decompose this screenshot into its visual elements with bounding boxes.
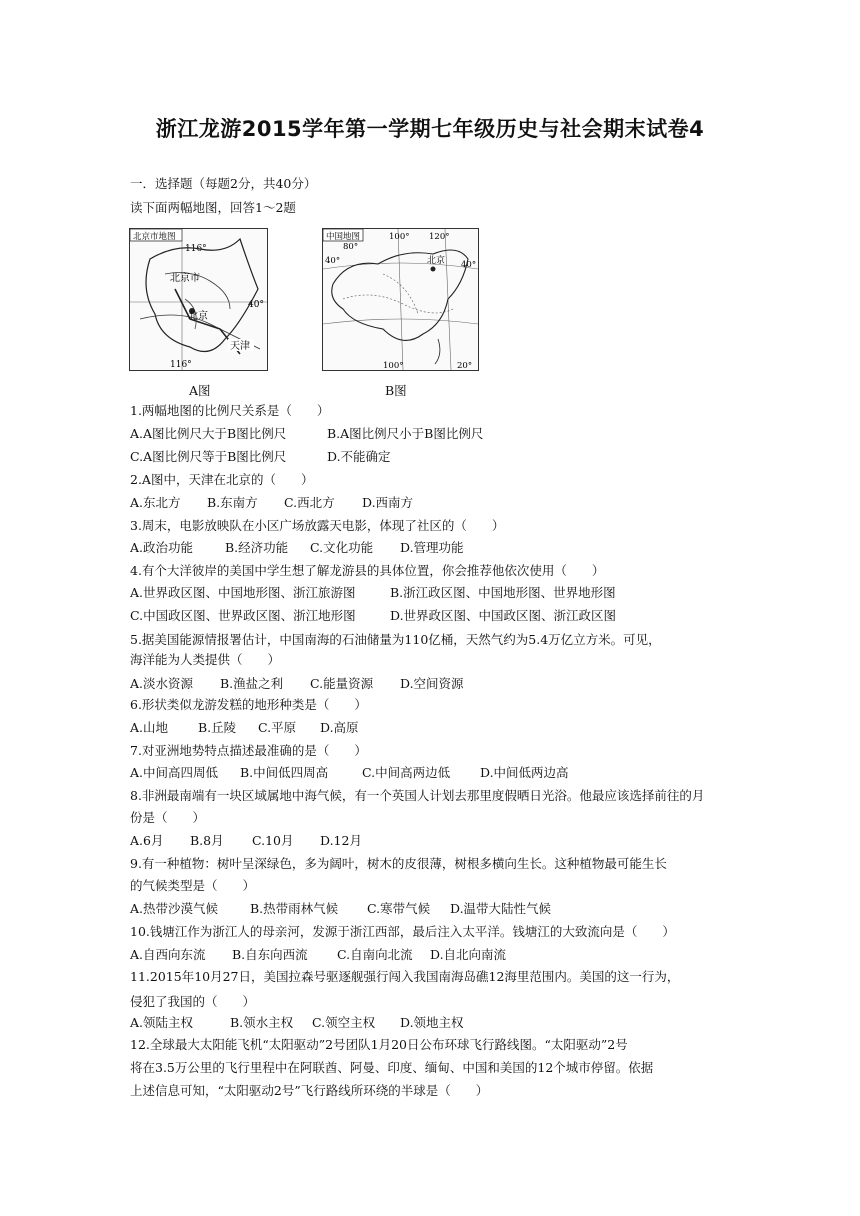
map-b-city: 北京 xyxy=(427,256,446,266)
question-stem: 1.两幅地图的比例尺关系是（ ） xyxy=(130,403,330,418)
map-b-china xyxy=(322,228,479,371)
map-b-lon3: 100° xyxy=(383,361,404,370)
option[interactable]: A.中间高四周低 xyxy=(130,765,219,780)
map-b-caption: B图 xyxy=(385,383,407,398)
option[interactable]: A.东北方 xyxy=(130,495,181,510)
option[interactable]: C.中国政区图、世界政区图、浙江地形图 xyxy=(130,608,356,623)
option[interactable]: B.浙江政区图、中国地形图、世界地形图 xyxy=(390,585,616,600)
map-b-lat2: 40° xyxy=(325,256,341,266)
option[interactable]: D.西南方 xyxy=(362,495,414,510)
question-stem: 将在3.5万公里的飞行里程中在阿联酋、阿曼、印度、缅甸、中国和美国的12个城市停留。依据 xyxy=(130,1060,654,1075)
map-b-lat1: 80° xyxy=(343,242,359,252)
map-a-drawing xyxy=(130,229,267,370)
question-stem: 4.有个大洋彼岸的美国中学生想了解龙游县的具体位置，你会推荐他依次使用（ ） xyxy=(130,563,605,578)
option[interactable]: C.10月 xyxy=(252,833,294,848)
option[interactable]: B.8月 xyxy=(190,833,224,848)
map-b-lon2: 120° xyxy=(429,232,450,242)
map-a-header: 北京市地图 xyxy=(133,232,176,242)
option[interactable]: C.能量资源 xyxy=(310,676,374,691)
option[interactable]: C.领空主权 xyxy=(312,1015,376,1030)
map-b-drawing xyxy=(323,229,478,370)
option[interactable]: D.管理功能 xyxy=(400,540,464,555)
option[interactable]: D.中间低两边高 xyxy=(480,765,569,780)
option[interactable]: D.自北向南流 xyxy=(430,947,507,962)
option[interactable]: C.文化功能 xyxy=(310,540,374,555)
option[interactable]: A.6月 xyxy=(130,833,164,848)
question-stem: 份是（ ） xyxy=(130,810,206,825)
question-stem: 侵犯了我国的（ ） xyxy=(130,994,256,1009)
option[interactable]: B.热带雨林气候 xyxy=(250,901,339,916)
map-a-city2: 北京 xyxy=(188,311,208,322)
option[interactable]: A.领陆主权 xyxy=(130,1015,194,1030)
question-stem: 8.非洲最南端有一块区域属地中海气候，有一个英国人计划去那里度假晒日光浴。他最应该选择前往的月 xyxy=(130,788,705,803)
option[interactable]: C.自南向北流 xyxy=(337,947,413,962)
question-stem: 5.据美国能源情报署估计，中国南海的石油储量为110亿桶，天然气约为5.4万亿立方米。可见， xyxy=(130,632,661,647)
option[interactable]: A.热带沙漠气候 xyxy=(130,901,219,916)
option[interactable]: D.12月 xyxy=(320,833,362,848)
map-a-lat: 40° xyxy=(248,300,264,310)
option[interactable]: B.丘陵 xyxy=(198,720,237,735)
option[interactable]: C.中间高两边低 xyxy=(362,765,451,780)
option[interactable]: C.A图比例尺等于B图比例尺 xyxy=(130,449,287,464)
option[interactable]: B.A图比例尺小于B图比例尺 xyxy=(327,426,484,441)
question-stem: 2.A图中，天津在北京的（ ） xyxy=(130,472,314,487)
question-stem: 3.周末，电影放映队在小区广场放露天电影，体现了社区的（ ） xyxy=(130,518,505,533)
option[interactable]: D.空间资源 xyxy=(400,676,464,691)
map-b-lat3: 40° xyxy=(461,260,477,270)
map-a-city3: 天津 xyxy=(230,341,250,352)
map-b-lon1: 100° xyxy=(389,232,410,242)
option[interactable]: B.自东向西流 xyxy=(232,947,308,962)
question-stem: 12.全球最大太阳能飞机“太阳驱动”2号团队1月20日公布环球飞行路线图。“太阳驱动”2号 xyxy=(130,1037,628,1052)
option[interactable]: A.A图比例尺大于B图比例尺 xyxy=(130,426,287,441)
question-stem: 9.有一种植物：树叶呈深绿色，多为阔叶，树木的皮很薄，树根多横向生长。这种植物最可能生长 xyxy=(130,856,667,871)
option[interactable]: D.温带大陆性气候 xyxy=(450,901,552,916)
option[interactable]: A.山地 xyxy=(130,720,169,735)
section-heading: 一．选择题（每题2分，共40分） xyxy=(130,176,317,191)
map-intro: 读下面两幅地图，回答1～2题 xyxy=(130,200,296,215)
option[interactable]: C.西北方 xyxy=(284,495,335,510)
map-b-lat4: 20° xyxy=(457,361,473,370)
map-a-beijing xyxy=(129,228,268,371)
option[interactable]: A.世界政区图、中国地形图、浙江旅游图 xyxy=(130,585,356,600)
page-title: 浙江龙游2015学年第一学期七年级历史与社会期末试卷4 xyxy=(155,117,705,141)
map-a-lon-bottom: 116° xyxy=(170,360,192,370)
option[interactable]: C.寒带气候 xyxy=(367,901,431,916)
question-stem: 7.对亚洲地势特点描述最准确的是（ ） xyxy=(130,743,367,758)
option[interactable]: B.领水主权 xyxy=(230,1015,294,1030)
option[interactable]: B.中间低四周高 xyxy=(240,765,329,780)
question-stem: 11.2015年10月27日，美国拉森号驱逐舰强行闯入我国南海岛礁12海里范围内。美国的这一行为， xyxy=(130,969,680,984)
question-stem: 10.钱塘江作为浙江人的母亲河，发源于浙江西部，最后注入太平洋。钱塘江的大致流向是（ ） xyxy=(130,924,675,939)
option[interactable]: C.平原 xyxy=(258,720,297,735)
option[interactable]: D.高原 xyxy=(320,720,359,735)
option[interactable]: D.世界政区图、中国政区图、浙江政区图 xyxy=(390,608,617,623)
option[interactable]: B.东南方 xyxy=(207,495,258,510)
option[interactable]: D.不能确定 xyxy=(327,449,391,464)
option[interactable]: A.政治功能 xyxy=(130,540,194,555)
option[interactable]: B.渔盐之利 xyxy=(220,676,284,691)
map-a-caption: A图 xyxy=(189,383,211,398)
option[interactable]: D.领地主权 xyxy=(400,1015,464,1030)
question-stem: 上述信息可知，“太阳驱动2号”飞行路线所环绕的半球是（ ） xyxy=(130,1083,489,1098)
question-stem: 的气候类型是（ ） xyxy=(130,878,256,893)
option[interactable]: B.经济功能 xyxy=(225,540,289,555)
option[interactable]: A.自西向东流 xyxy=(130,947,206,962)
map-b-header: 中国地图 xyxy=(326,232,361,242)
option[interactable]: A.淡水资源 xyxy=(130,676,194,691)
question-stem: 海洋能为人类提供（ ） xyxy=(130,652,281,667)
question-stem: 6.形状类似龙游发糕的地形种类是（ ） xyxy=(130,697,367,712)
map-a-city1: 北京市 xyxy=(170,273,200,284)
map-a-lon-top: 116° xyxy=(185,244,207,254)
